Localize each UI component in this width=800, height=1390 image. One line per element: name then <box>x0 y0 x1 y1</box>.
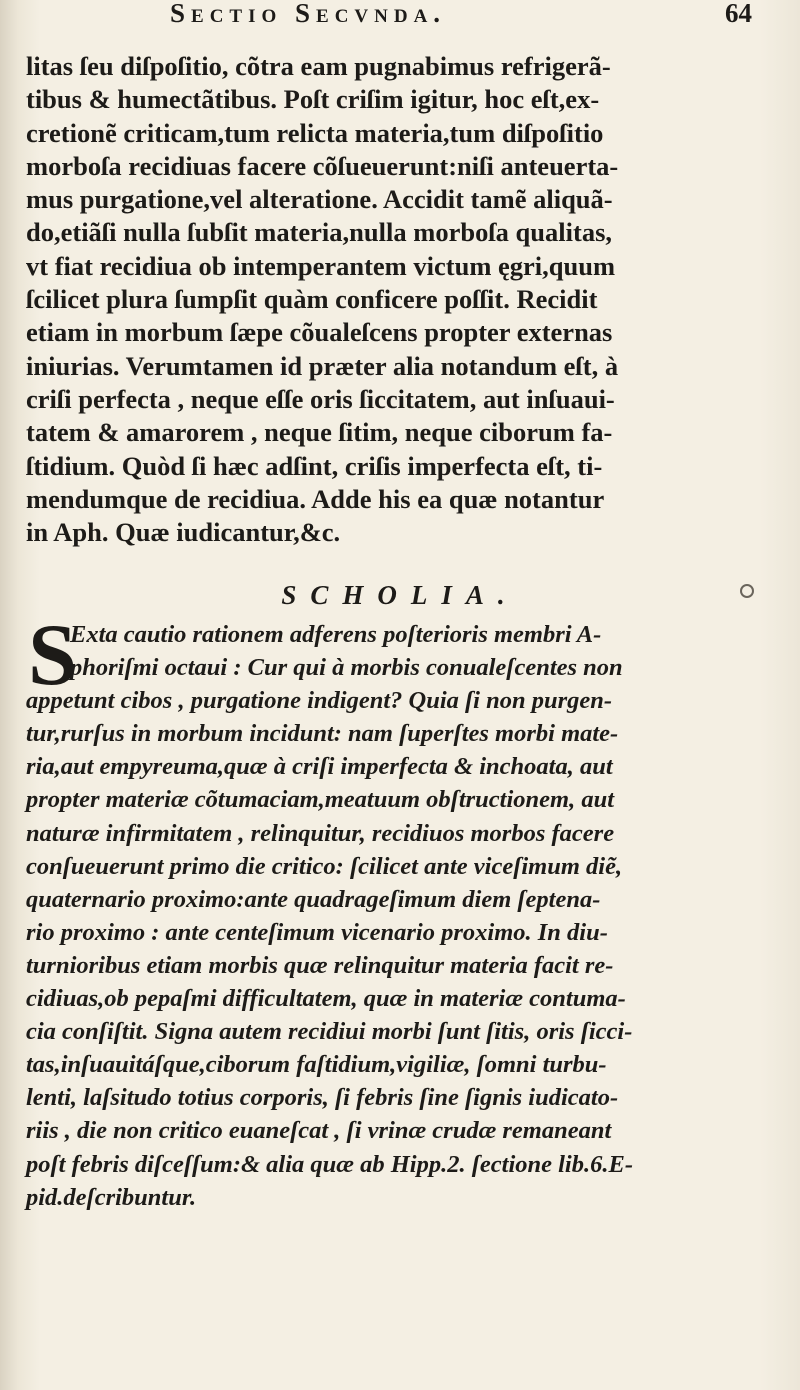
scholia-line: cia conſiſtit. Signa autem recidiui morbi ſunt ſitis, oris ſicci- <box>26 1018 633 1046</box>
text-line: iniurias. Verumtamen id præter alia notandum eſt, à <box>26 350 619 381</box>
scholia-text <box>26 618 766 1214</box>
text-line: do,etiãſi nulla ſubſit materia,nulla morboſa qualitas, <box>26 217 613 248</box>
scholia-line: tas,inſuauitáſque,ciborum faſtidium,vigiliæ, ſomni turbu- <box>26 1051 607 1079</box>
scholia-line: lenti, laſsitudo totius corporis, ſi febris ſine ſignis iudicato- <box>26 1084 619 1112</box>
text-line: cretionẽ criticam,tum relicta materia,tum diſpoſitio <box>26 117 604 148</box>
scholia-line: riis , die non critico euaneſcat , ſi vrinæ crudæ remaneant <box>26 1117 612 1145</box>
page-number: 64 <box>725 0 752 28</box>
text-line: mendumque de recidiua. Adde his ea quæ notantur <box>26 483 605 514</box>
scholia-line: appetunt cibos , purgatione indigent? Quia ſi non purgen- <box>26 687 613 715</box>
text-line: ſcilicet plura ſumpſit quàm conficere poſſit. Recidit <box>26 284 598 315</box>
scholia-line: cidiuas,ob pepaſmi difficultatem, quæ in materiæ contuma- <box>26 985 626 1013</box>
page-header <box>150 0 760 30</box>
scholia-line: pid.deſcribuntur. <box>26 1183 197 1211</box>
section-heading: SCHOLIA. <box>281 580 519 610</box>
scholia-line: quaternario proximo:ante quadrageſimum diem ſeptena- <box>26 885 601 913</box>
main-text <box>26 50 756 549</box>
text-line: criſi perfecta , neque eſſe oris ſiccitatem, aut inſuaui- <box>26 383 615 414</box>
scholia-line: propter materiæ cõtumaciam,meatuum obſtructionem, aut <box>26 786 615 814</box>
scholia-line: phoriſmi octaui : Cur qui à morbis conualeſcentes non <box>70 654 623 682</box>
scholia-line: conſueuerunt primo die critico: ſcilicet ante viceſimum diẽ, <box>26 852 623 880</box>
text-line: tibus & humectãtibus. Poſt criſim igitur, hoc eſt,ex- <box>26 84 600 115</box>
text-line: tatem & amarorem , neque ſitim, neque ciborum fa- <box>26 417 613 448</box>
text-line: litas ſeu diſpoſitio, cõtra eam pugnabimus refrigerã- <box>26 51 611 81</box>
scholia-line: turnioribus etiam morbis quæ relinquitur materia facit re- <box>26 951 614 979</box>
running-head: Sectio Secvnda. <box>170 0 447 28</box>
text-line: in Aph. Quæ iudicantur,&c. <box>26 517 341 548</box>
scholia-line: rio proximo : ante centeſimum vicenario proximo. In diu- <box>26 918 608 946</box>
scholia-line: naturæ infirmitatem , relinquitur, recidiuos morbos facere <box>26 819 615 847</box>
scholia-line: tur,rurſus in morbum incidunt: nam ſuperſtes morbi mate- <box>26 720 619 748</box>
scholia-line: Exta cautio rationem adferens poſterioris membri A- <box>70 621 602 648</box>
text-line: vt fiat recidiua ob intemperantem victum ęgri,quum <box>26 250 616 281</box>
text-line: morboſa recidiuas facere cõſueuerunt:niſi anteuerta- <box>26 150 619 181</box>
scholia-line: ria,aut empyreuma,quæ à criſi imperfecta & inchoata, aut <box>26 753 613 781</box>
text-line: mus purgatione,vel alteratione. Accidit tamẽ aliquã- <box>26 184 613 215</box>
text-line: ſtidium. Quòd ſi hæc adſint, criſis imperfecta eſt, ti- <box>26 450 603 481</box>
text-line: etiam in morbum ſæpe cõualeſcens propter externas <box>26 317 613 348</box>
scholia-line: poſt febris diſceſſum:& alia quæ ab Hipp.2. ſectione lib.6.E- <box>26 1150 633 1178</box>
ink-spot <box>740 584 754 598</box>
drop-cap: S <box>28 607 77 704</box>
